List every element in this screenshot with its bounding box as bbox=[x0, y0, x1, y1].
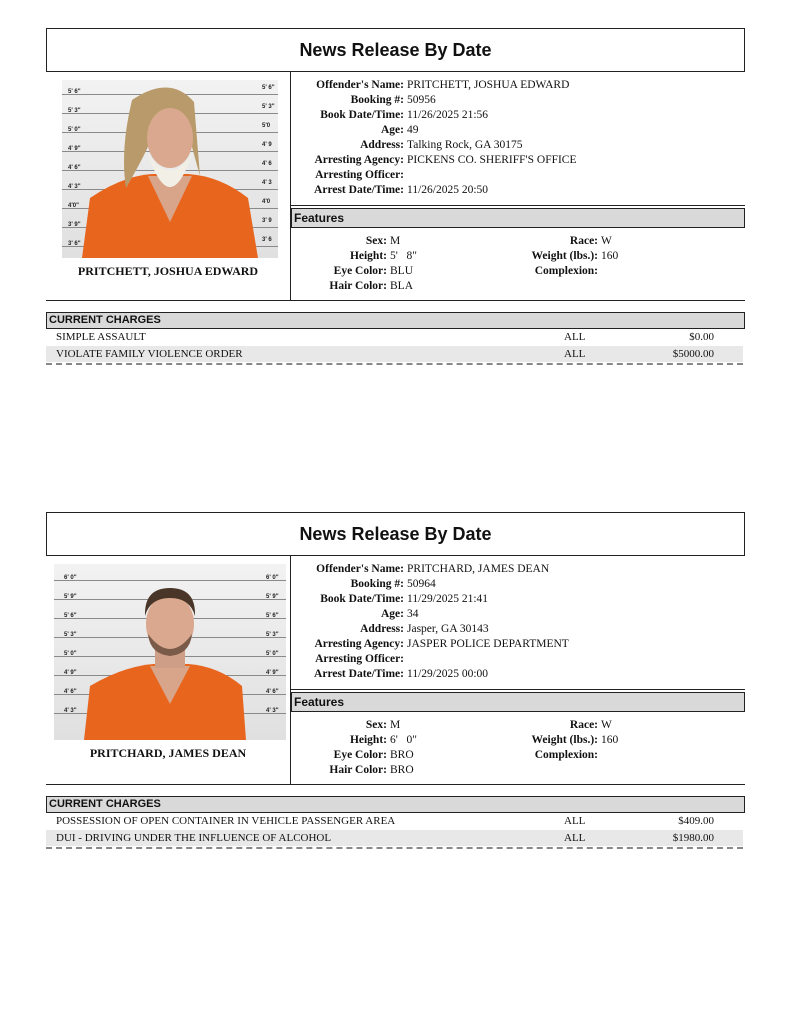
charge-row bbox=[46, 346, 743, 362]
booking-number: 50956 bbox=[407, 94, 436, 106]
race: W bbox=[601, 235, 612, 247]
height-tick: 5' 0" bbox=[68, 127, 81, 133]
height-tick: 4' 6" bbox=[68, 165, 81, 171]
report-title: News Release By Date bbox=[46, 28, 745, 72]
charge-type: ALL bbox=[564, 331, 586, 343]
height-tick: 5' 3" bbox=[266, 632, 279, 638]
charge-row bbox=[46, 813, 743, 829]
height-tick: 4' 3" bbox=[266, 708, 279, 714]
record-pritchett bbox=[46, 28, 745, 368]
age: 49 bbox=[407, 124, 419, 136]
weight: 160 bbox=[601, 734, 619, 746]
booking-row: Booking #: 50956 bbox=[350, 94, 436, 106]
height-tick: 3' 6" bbox=[68, 241, 81, 247]
height-tick: 4' 9" bbox=[266, 670, 279, 676]
age: 34 bbox=[407, 608, 419, 620]
hair-color: BLA bbox=[390, 280, 413, 292]
charge-description: DUI - DRIVING UNDER THE INFLUENCE OF ALCOHOL bbox=[56, 832, 332, 844]
booking-number: 50964 bbox=[407, 578, 436, 590]
height-tick: 5' 0" bbox=[64, 651, 77, 657]
charges-header: CURRENT CHARGES bbox=[46, 796, 745, 813]
height-tick: 5' 0" bbox=[266, 651, 279, 657]
features-header: Features bbox=[291, 692, 745, 712]
charge-row bbox=[46, 329, 743, 345]
address: Jasper, GA 30143 bbox=[407, 623, 489, 635]
officer-row: Arresting Officer: bbox=[294, 652, 569, 667]
hair-color: BRO bbox=[390, 764, 414, 776]
height-tick: 4' 3" bbox=[64, 708, 77, 714]
charge-amount: $1980.00 bbox=[672, 832, 714, 844]
section-divider bbox=[46, 784, 745, 785]
subject-silhouette bbox=[54, 564, 286, 740]
height-tick: 5' 9" bbox=[64, 594, 77, 600]
book-datetime: 11/26/2025 21:56 bbox=[407, 109, 489, 121]
offender-info bbox=[294, 562, 569, 682]
height-tick: 3' 6 bbox=[262, 237, 272, 243]
height-tick: 4'0" bbox=[68, 203, 79, 209]
offender-name: PRITCHETT, JOSHUA EDWARD bbox=[407, 79, 570, 91]
height-tick: 4' 6 bbox=[262, 161, 272, 167]
height-tick: 4'0 bbox=[262, 199, 271, 205]
height-tick: 4' 3 bbox=[262, 180, 272, 186]
charge-description: POSSESSION OF OPEN CONTAINER IN VEHICLE PASSENGER AREA bbox=[56, 815, 396, 827]
height-tick: 6' 0" bbox=[266, 575, 279, 581]
height-tick: 5' 9" bbox=[266, 594, 279, 600]
charge-amount: $409.00 bbox=[678, 815, 714, 827]
officer-row: Arresting Officer: bbox=[294, 168, 577, 183]
height-tick: 5' 6" bbox=[68, 89, 81, 95]
features-right: Race: W Weight (lbs.): 160 Complexion: bbox=[531, 235, 619, 277]
arresting-officer bbox=[404, 169, 407, 181]
sex: M bbox=[390, 719, 401, 731]
charges-header: CURRENT CHARGES bbox=[46, 312, 745, 329]
arrest-datetime-row: Arrest Date/Time: 11/26/2025 20:50 bbox=[314, 184, 489, 196]
arresting-agency: JASPER POLICE DEPARTMENT bbox=[407, 638, 569, 650]
charge-description: SIMPLE ASSAULT bbox=[56, 331, 146, 343]
complexion bbox=[598, 265, 601, 277]
record-pritchard bbox=[46, 512, 745, 852]
features-left: Sex: M Height: 5' 8" Eye Color: BLU Hair Color: BLA bbox=[329, 235, 417, 292]
subject-silhouette bbox=[62, 80, 278, 258]
book-datetime-row: Book Date/Time: 11/29/2025 21:41 bbox=[320, 593, 489, 605]
height-tick: 4' 9" bbox=[64, 670, 77, 676]
height-tick: 5' 6" bbox=[266, 613, 279, 619]
height-tick: 6' 0" bbox=[64, 575, 77, 581]
mugshot-panel bbox=[46, 556, 290, 784]
eye-color: BLU bbox=[390, 265, 413, 277]
height-tick: 4' 9 bbox=[262, 142, 272, 148]
height: 5' 8" bbox=[390, 250, 417, 262]
height-tick: 5' 3" bbox=[68, 108, 81, 114]
book-datetime-row: Book Date/Time: 11/26/2025 21:56 bbox=[320, 109, 489, 121]
arresting-officer bbox=[404, 653, 407, 665]
height-tick: 5' 3" bbox=[262, 104, 275, 110]
weight: 160 bbox=[601, 250, 619, 262]
height-tick: 3' 9 bbox=[262, 218, 272, 224]
offender-info bbox=[294, 78, 577, 198]
race: W bbox=[601, 719, 612, 731]
charge-amount: $5000.00 bbox=[672, 348, 714, 360]
address: Talking Rock, GA 30175 bbox=[407, 139, 523, 151]
height-tick: 4' 9" bbox=[68, 146, 81, 152]
age-row: Age: 34 bbox=[381, 608, 419, 620]
charge-row bbox=[46, 830, 743, 846]
record-end-divider bbox=[46, 847, 743, 849]
sex: M bbox=[390, 235, 401, 247]
booking-row: Booking #: 50964 bbox=[350, 578, 436, 590]
height-tick: 3' 9" bbox=[68, 222, 81, 228]
charge-type: ALL bbox=[564, 832, 586, 844]
charge-amount: $0.00 bbox=[689, 331, 714, 343]
height-tick: 5' 3" bbox=[64, 632, 77, 638]
arrest-datetime: 11/29/2025 00:00 bbox=[407, 668, 489, 680]
height-tick: 4' 6" bbox=[266, 689, 279, 695]
height-tick: 5' 6" bbox=[262, 85, 275, 91]
offender-name-row: Offender's Name: PRITCHETT, JOSHUA EDWARD bbox=[316, 79, 570, 91]
section-divider bbox=[46, 300, 745, 301]
features-left: Sex: M Height: 6' 0" Eye Color: BRO Hair Color: BRO bbox=[329, 719, 417, 776]
book-datetime: 11/29/2025 21:41 bbox=[407, 593, 489, 605]
agency-row: Arresting Agency: JASPER POLICE DEPARTMENT bbox=[314, 638, 569, 650]
arresting-agency: PICKENS CO. SHERIFF'S OFFICE bbox=[407, 154, 577, 166]
charge-type: ALL bbox=[564, 348, 586, 360]
offender-name: PRITCHARD, JAMES DEAN bbox=[407, 563, 550, 575]
arrest-datetime-row: Arrest Date/Time: 11/29/2025 00:00 bbox=[314, 668, 489, 680]
height-tick: 4' 3" bbox=[68, 184, 81, 190]
mugshot-photo bbox=[54, 564, 286, 740]
features-header: Features bbox=[291, 208, 745, 228]
address-row: Address: Jasper, GA 30143 bbox=[360, 623, 489, 635]
offender-name-row: Offender's Name: PRITCHARD, JAMES DEAN bbox=[316, 563, 550, 575]
mugshot-name: PRITCHARD, JAMES DEAN bbox=[89, 746, 247, 760]
features-right: Race: W Weight (lbs.): 160 Complexion: bbox=[531, 719, 619, 761]
agency-row: Arresting Agency: PICKENS CO. SHERIFF'S OFFICE bbox=[314, 154, 577, 166]
address-row: Address: Talking Rock, GA 30175 bbox=[360, 139, 523, 151]
mugshot-panel bbox=[46, 72, 290, 300]
mugshot-name: PRITCHETT, JOSHUA EDWARD bbox=[77, 264, 259, 278]
charge-type: ALL bbox=[564, 815, 586, 827]
height-tick: 5' 6" bbox=[64, 613, 77, 619]
report-title: News Release By Date bbox=[46, 512, 745, 556]
arrest-datetime: 11/26/2025 20:50 bbox=[407, 184, 489, 196]
charge-description: VIOLATE FAMILY VIOLENCE ORDER bbox=[56, 348, 243, 360]
age-row: Age: 49 bbox=[381, 124, 419, 136]
mugshot-photo bbox=[62, 80, 278, 258]
record-end-divider bbox=[46, 363, 743, 365]
height: 6' 0" bbox=[390, 734, 417, 746]
eye-color: BRO bbox=[390, 749, 414, 761]
height-tick: 5'0 bbox=[262, 123, 271, 129]
height-tick: 4' 6" bbox=[64, 689, 77, 695]
complexion bbox=[598, 749, 601, 761]
